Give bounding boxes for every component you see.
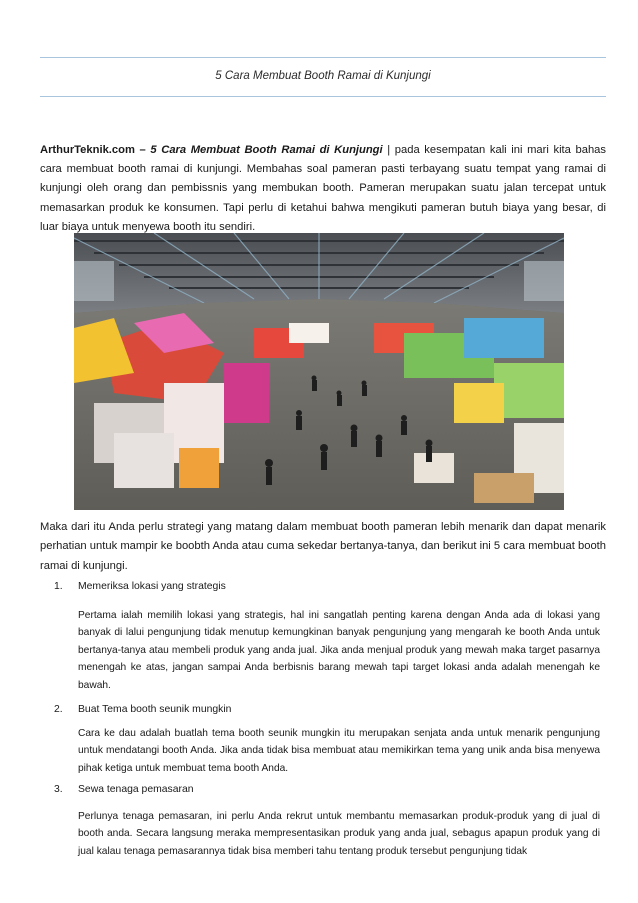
list-item-heading: Memeriksa lokasi yang strategis (78, 581, 226, 592)
list-item-2-title (54, 704, 231, 715)
intro-text: | pada kesempatan kali ini mari kita bahas cara membuat booth ramai di kunjungi. Membahas soal pameran pasti terbayang suatu tempat yang ramai di kunjungi oleh orang dan pembissnis yang membukan booth. Pameran merupakan suatu jalan tercepat untuk memasarkan produk ke konsumen. Tapi perlu di ketahui bahwa mengikuti pameran butuh biaya yang besar, di luar biaya untuk menyewa booth itu sendiri. (40, 144, 606, 233)
list-item-1-title (54, 581, 226, 592)
list-item-3-title (54, 784, 194, 795)
list-item-3-body: Perlunya tenaga pemasaran, ini perlu Anda rekrut untuk membantu memasarkan produk-produk yang di jual di booth anda. Secara langsung meraka mempresentasikan produk yang anda jual, sebagus apapun produk yang di jual kalau tenaga pemasarannya tidak bisa memberi tahu tentang produk tersebut pengunjung tidak (78, 811, 600, 857)
intro-title: 5 Cara Membuat Booth Ramai di Kunjungi (150, 144, 383, 156)
intro-dash: – (134, 144, 151, 156)
page-header-title: 5 Cara Membuat Booth Ramai di Kunjungi (215, 70, 431, 82)
header-rule-bottom (40, 96, 606, 97)
paragraph-strategy: Maka dari itu Anda perlu strategi yang matang dalam membuat booth pameran lebih menarik dan dapat menarik perhatian untuk mampir ke boobth Anda atau cuma sekedar bertanya-tanya, dan berikut ini 5 cara membuat booth ramai di kunjungi. (40, 521, 606, 572)
list-item-2-body: Cara ke dau adalah buatlah tema booth seunik mungkin itu merupakan senjata anda untuk menarik pengunjung untuk mendatangi booth Anda. Jika anda tidak bisa membuat atau memikirkan tema yang unik anda bisa menyewa pihak ketiga untuk membuat tema booth Anda. (78, 728, 600, 774)
list-item-number: 1. (54, 581, 63, 592)
list-item-1-body: Pertama ialah memilih lokasi yang strategis, hal ini sangatlah penting karena dengan Anda ada di lokasi yang banyak di lalui pengunjung tidak menutup kemungkinan banyak pengunjung yang mengarah ke booth Anda untuk bertanya-tanya atau membeli produk yang anda jual. Jika anda menjual produk yang mewah maka target pasarnya menengah ke atas, jangan sampai Anda berbisnis barang mewah tapi target lokasi anda adalah menengah ke bawah. (78, 610, 600, 691)
exhibition-hall-photo (74, 233, 564, 510)
list-item-number: 2. (54, 704, 63, 715)
intro-paragraph (40, 141, 606, 237)
list-item-number: 3. (54, 784, 63, 795)
list-item-heading: Buat Tema booth seunik mungkin (78, 704, 232, 715)
intro-brand[interactable]: ArthurTeknik.com (40, 144, 135, 156)
list-item-heading: Sewa tenaga pemasaran (78, 784, 194, 795)
header-rule-top (40, 57, 606, 58)
